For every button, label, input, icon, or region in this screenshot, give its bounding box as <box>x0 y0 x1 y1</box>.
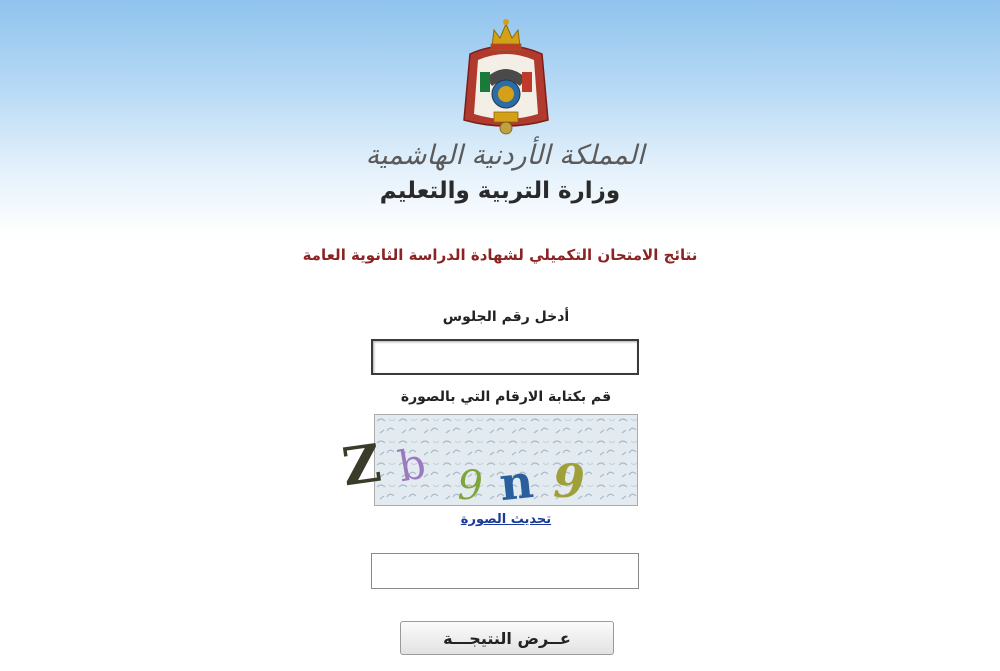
seat-number-input[interactable] <box>371 339 639 375</box>
captcha-input[interactable] <box>371 553 639 589</box>
kingdom-name: المملكة الأردنية الهاشمية <box>365 140 645 171</box>
page-title: نتائج الامتحان التكميلي لشهادة الدراسة الثانوية العامة <box>302 246 698 264</box>
jordan-coat-of-arms-icon <box>460 16 552 138</box>
captcha-label: قم بكتابة الارقام التي بالصورة <box>400 389 612 405</box>
captcha-char-4: n <box>496 453 536 512</box>
seat-number-label: أدخل رقم الجلوس <box>442 309 570 325</box>
refresh-captcha-link[interactable]: تحديث الصورة <box>460 512 552 527</box>
captcha-char-1: Z <box>338 432 385 499</box>
captcha-char-3: 9 <box>457 463 483 509</box>
captcha-image <box>338 414 638 512</box>
captcha-graphic <box>338 415 637 512</box>
page-header <box>0 0 1000 230</box>
show-result-button[interactable]: عــرض النتيجـــة <box>400 621 614 655</box>
captcha-char-2: b <box>394 438 430 492</box>
ministry-name: وزارة التربية والتعليم <box>379 178 621 204</box>
captcha-char-5: 9 <box>552 454 585 508</box>
